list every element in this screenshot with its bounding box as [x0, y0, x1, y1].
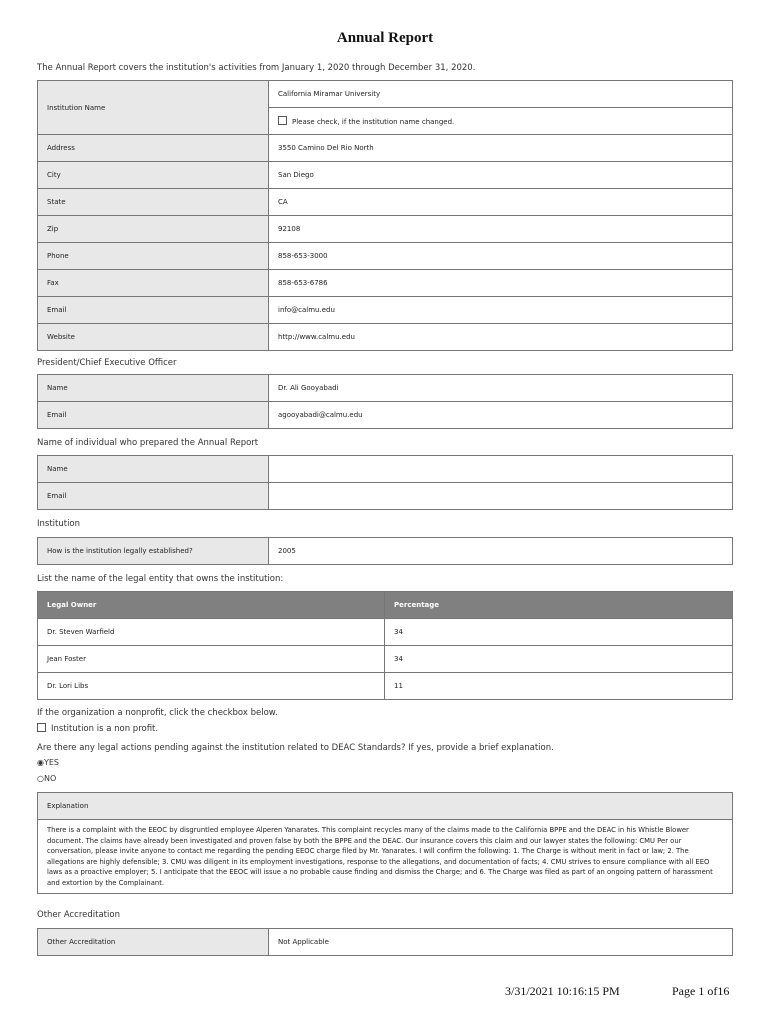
- preparer-heading: Name of individual who prepared the Annual Report: [37, 438, 259, 448]
- radio-selected-icon[interactable]: ◉: [37, 758, 44, 767]
- page-title: Annual Report: [336, 30, 434, 46]
- established-value[interactable]: 2005: [269, 538, 733, 565]
- preparer-email-label: Email: [38, 483, 269, 510]
- phone-label: Phone: [38, 243, 269, 270]
- no-label: NO: [43, 774, 57, 783]
- president-email-value[interactable]: agooyabadi@calmu.edu: [269, 402, 733, 429]
- table-row: [38, 270, 733, 297]
- nonprofit-row: [37, 723, 158, 734]
- accreditation-table: [37, 928, 733, 956]
- established-label: How is the institution legally established?: [38, 538, 269, 565]
- owner-percentage[interactable]: 11: [385, 673, 733, 700]
- table-row: [38, 243, 733, 270]
- institution-heading: Institution: [37, 519, 81, 529]
- table-row: [38, 673, 733, 700]
- table-row: [38, 375, 733, 402]
- owner-name[interactable]: Dr. Lori Libs: [38, 673, 385, 700]
- preparer-table: [37, 455, 733, 510]
- owner-percentage[interactable]: 34: [385, 619, 733, 646]
- website-value[interactable]: http://www.calmu.edu: [269, 324, 733, 351]
- email-value[interactable]: info@calmu.edu: [269, 297, 733, 324]
- president-email-label: Email: [38, 402, 269, 429]
- institution-table: [37, 80, 733, 351]
- fax-value[interactable]: 858-653-6786: [269, 270, 733, 297]
- institution-name-label: Institution Name: [38, 81, 269, 135]
- table-row: [38, 646, 733, 673]
- radio-unselected-icon[interactable]: ○: [37, 774, 44, 783]
- intro-text: The Annual Report covers the institution's activities from January 1, 2020 through December 31, 2020.: [37, 63, 476, 73]
- preparer-name-value[interactable]: [269, 456, 733, 483]
- yes-option[interactable]: [37, 758, 59, 767]
- zip-value[interactable]: 92108: [269, 216, 733, 243]
- table-row: [38, 297, 733, 324]
- timestamp: 3/31/2021 10:16:15 PM: [505, 984, 620, 998]
- accreditation-heading: Other Accreditation: [37, 910, 120, 920]
- table-row: [38, 483, 733, 510]
- table-row: [38, 456, 733, 483]
- owner-name[interactable]: Jean Foster: [38, 646, 385, 673]
- table-row: [38, 402, 733, 429]
- accreditation-value[interactable]: Not Applicable: [269, 929, 733, 956]
- state-label: State: [38, 189, 269, 216]
- explanation-text[interactable]: There is a complaint with the EEOC by disgruntled employee Alperen Yanarates. This complaint recycles many of the claims made to the California BPPE and the DEAC in his Whistle Blower document. The claims have already been investigated and proven false by both the BPPE and the DEAC. Our insurance covers this claim and our lawyer states the following: CMU Per our conversation, please invite anyone to contact me regarding the pending EEOC charge filed by Mr. Yanarates. I will confirm the following: 1. The Charge is without merit in fact or law; 2. The allegations are highly defensible; 3. CMU was diligent in its employment investigations, response to the allegations, and documentation of facts; 4. CMU strives to ensure compliance with all EEO laws as a proactive employer; 5. I anticipate that the EEOC will issue a no probable cause finding and dismiss the Charge; and 6. The Charge was filed as part of an ongoing pattern of harassment and extortion by the Complainant.: [38, 820, 733, 894]
- table-row: [38, 135, 733, 162]
- table-row: [38, 189, 733, 216]
- state-value[interactable]: CA: [269, 189, 733, 216]
- established-table: [37, 537, 733, 565]
- address-label: Address: [38, 135, 269, 162]
- fax-label: Fax: [38, 270, 269, 297]
- table-row: [38, 162, 733, 189]
- nonprofit-checkbox[interactable]: [37, 723, 46, 732]
- email-label: Email: [38, 297, 269, 324]
- explanation-label: Explanation: [38, 793, 733, 820]
- city-label: City: [38, 162, 269, 189]
- owner-percentage[interactable]: 34: [385, 646, 733, 673]
- table-row: [38, 216, 733, 243]
- legal-owner-header: Legal Owner: [38, 592, 385, 619]
- president-heading: President/Chief Executive Officer: [37, 358, 177, 368]
- name-changed-checkbox[interactable]: [278, 116, 287, 125]
- no-option[interactable]: [37, 774, 56, 783]
- page-number: Page 1 of16: [672, 984, 730, 998]
- preparer-name-label: Name: [38, 456, 269, 483]
- owners-heading: List the name of the legal entity that owns the institution:: [37, 574, 284, 584]
- explanation-table: [37, 792, 733, 894]
- address-value[interactable]: 3550 Camino Del Rio North: [269, 135, 733, 162]
- table-row: [38, 929, 733, 956]
- phone-value[interactable]: 858-653-3000: [269, 243, 733, 270]
- nonprofit-question: If the organization a nonprofit, click the checkbox below.: [37, 708, 278, 718]
- table-row: [38, 538, 733, 565]
- name-changed-label: Please check, if the institution name changed.: [292, 118, 455, 126]
- table-row: [38, 619, 733, 646]
- table-row: [38, 324, 733, 351]
- owners-table: [37, 591, 733, 700]
- president-table: [37, 374, 733, 429]
- website-label: Website: [38, 324, 269, 351]
- institution-name-value[interactable]: California Miramar University: [269, 81, 733, 108]
- president-name-value[interactable]: Dr. Ali Gooyabadi: [269, 375, 733, 402]
- percentage-header: Percentage: [385, 592, 733, 619]
- yes-label: YES: [43, 758, 60, 767]
- zip-label: Zip: [38, 216, 269, 243]
- owner-name[interactable]: Dr. Steven Warfield: [38, 619, 385, 646]
- preparer-email-value[interactable]: [269, 483, 733, 510]
- name-changed-row: [269, 108, 733, 135]
- owners-header-row: [38, 592, 733, 619]
- legal-question: Are there any legal actions pending against the institution related to DEAC Standards? If yes, provide a brief explanation.: [37, 743, 554, 753]
- city-value[interactable]: San Diego: [269, 162, 733, 189]
- nonprofit-label: Institution is a non profit.: [51, 724, 159, 734]
- president-name-label: Name: [38, 375, 269, 402]
- accreditation-label: Other Accreditation: [38, 929, 269, 956]
